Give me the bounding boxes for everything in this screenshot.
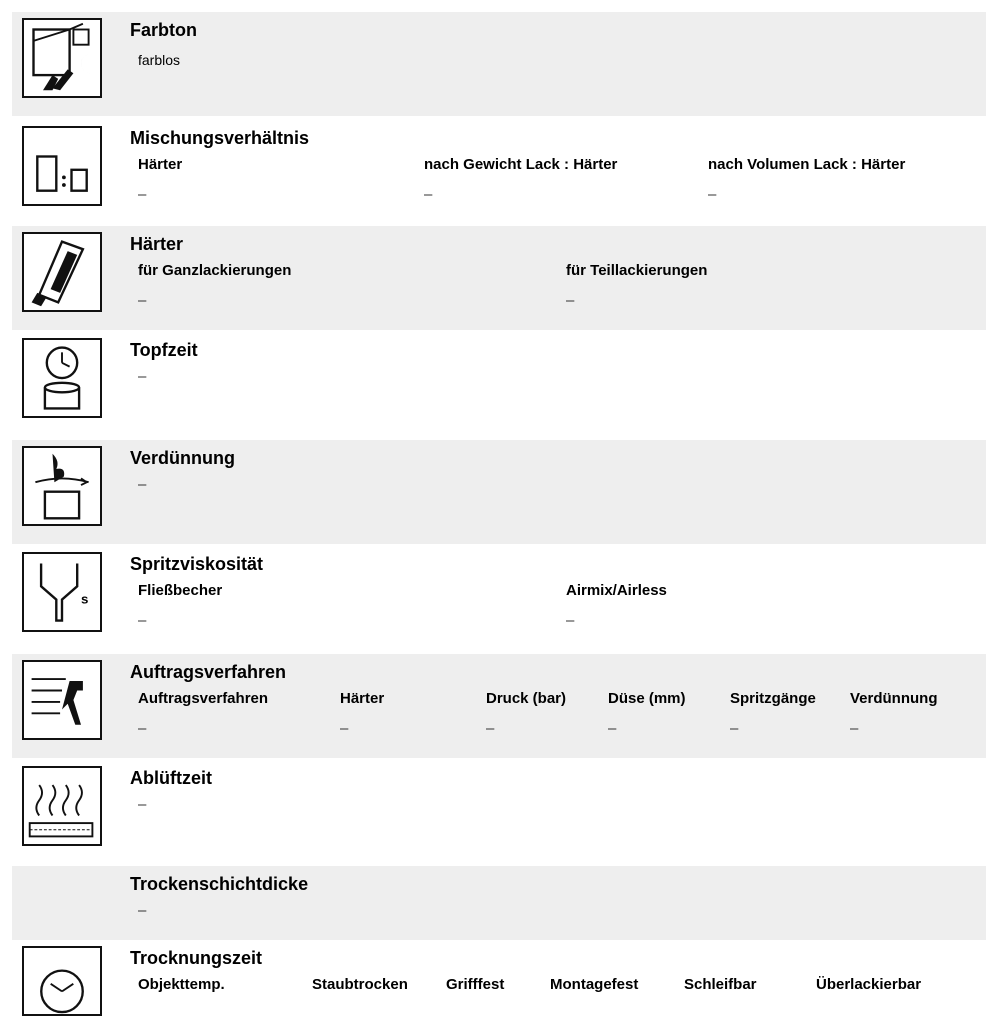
column-value: –: [138, 292, 147, 309]
section-mischungsverhaeltnis: [12, 120, 986, 224]
hardener-icon: [22, 232, 102, 312]
column-value: –: [424, 186, 433, 203]
column-value: –: [708, 186, 717, 203]
column-value: –: [486, 720, 495, 737]
column-value: –: [138, 612, 147, 629]
section-title: Härter: [130, 234, 184, 254]
column-value: –: [850, 720, 859, 737]
column-label-schleifbar: Schleifbar: [684, 976, 757, 993]
svg-text:s: s: [81, 591, 89, 607]
column-label-druck: Druck (bar): [486, 690, 567, 707]
section-trocknungszeit: [12, 940, 986, 1000]
section-title: Topfzeit: [130, 340, 198, 360]
section-trockenschichtdicke: [12, 866, 986, 940]
thinner-icon: [22, 446, 102, 526]
column-label-spritzgaenge: Spritzgänge: [730, 690, 816, 707]
spray-viscosity-icon: [22, 552, 102, 632]
section-title: Mischungsverhältnis: [130, 128, 310, 148]
column-label-airmix: Airmix/Airless: [566, 582, 667, 599]
flash-off-icon: [22, 766, 102, 846]
column-value: –: [566, 612, 575, 629]
column-label-ganzlackierungen: für Ganzlackierungen: [138, 262, 292, 279]
section-value: –: [138, 476, 147, 493]
column-value: –: [608, 720, 617, 737]
column-label-teillackierungen: für Teillackierungen: [566, 262, 708, 279]
section-haerter: [12, 226, 986, 330]
column-label-haerter: Härter: [340, 690, 385, 707]
spray-gun-icon: [22, 660, 102, 740]
column-label-haerter: Härter: [138, 156, 183, 173]
column-label-fliessbecher: Fließbecher: [138, 582, 223, 599]
section-abluftzeit: [12, 760, 986, 864]
section-spritzviskositaet: [12, 546, 986, 650]
section-value: –: [138, 902, 147, 919]
section-farbton: [12, 12, 986, 116]
column-label-ueberlackierbar: Überlackierbar: [816, 976, 922, 993]
column-label-staubtrocken: Staubtrocken: [312, 976, 408, 993]
section-topfzeit: [12, 332, 986, 436]
column-value: –: [566, 292, 575, 309]
section-verduennung: [12, 440, 986, 544]
section-value: –: [138, 368, 147, 385]
column-label-duese: Düse (mm): [608, 690, 686, 707]
column-value: –: [730, 720, 739, 737]
column-label-volumen: nach Volumen Lack : Härter: [708, 156, 906, 173]
mixing-ratio-icon: [22, 126, 102, 206]
section-value: farblos: [138, 52, 181, 68]
column-label-montagefest: Montagefest: [550, 976, 639, 993]
column-value: –: [138, 720, 147, 737]
column-value: –: [340, 720, 349, 737]
column-value: –: [138, 186, 147, 203]
column-label-gewicht: nach Gewicht Lack : Härter: [424, 156, 618, 173]
column-label-verfahren: Auftragsverfahren: [138, 690, 269, 707]
section-title: Trockenschichtdicke: [130, 874, 309, 894]
section-title: Farbton: [130, 20, 197, 40]
color-tone-icon: [22, 18, 102, 98]
section-title: Spritzviskosität: [130, 554, 264, 574]
column-label-grifffest: Grifffest: [446, 976, 505, 993]
drying-time-icon: [22, 946, 102, 1016]
section-value: –: [138, 796, 147, 813]
section-title: Ablüftzeit: [130, 768, 212, 788]
section-title: Verdünnung: [130, 448, 235, 468]
section-title: Auftragsverfahren: [130, 662, 287, 682]
column-label-objekttemp: Objekttemp.: [138, 976, 225, 993]
column-label-verduennung: Verdünnung: [850, 690, 938, 707]
section-title: Trocknungszeit: [130, 948, 263, 968]
section-auftragsverfahren: [12, 654, 986, 758]
pot-life-icon: [22, 338, 102, 418]
